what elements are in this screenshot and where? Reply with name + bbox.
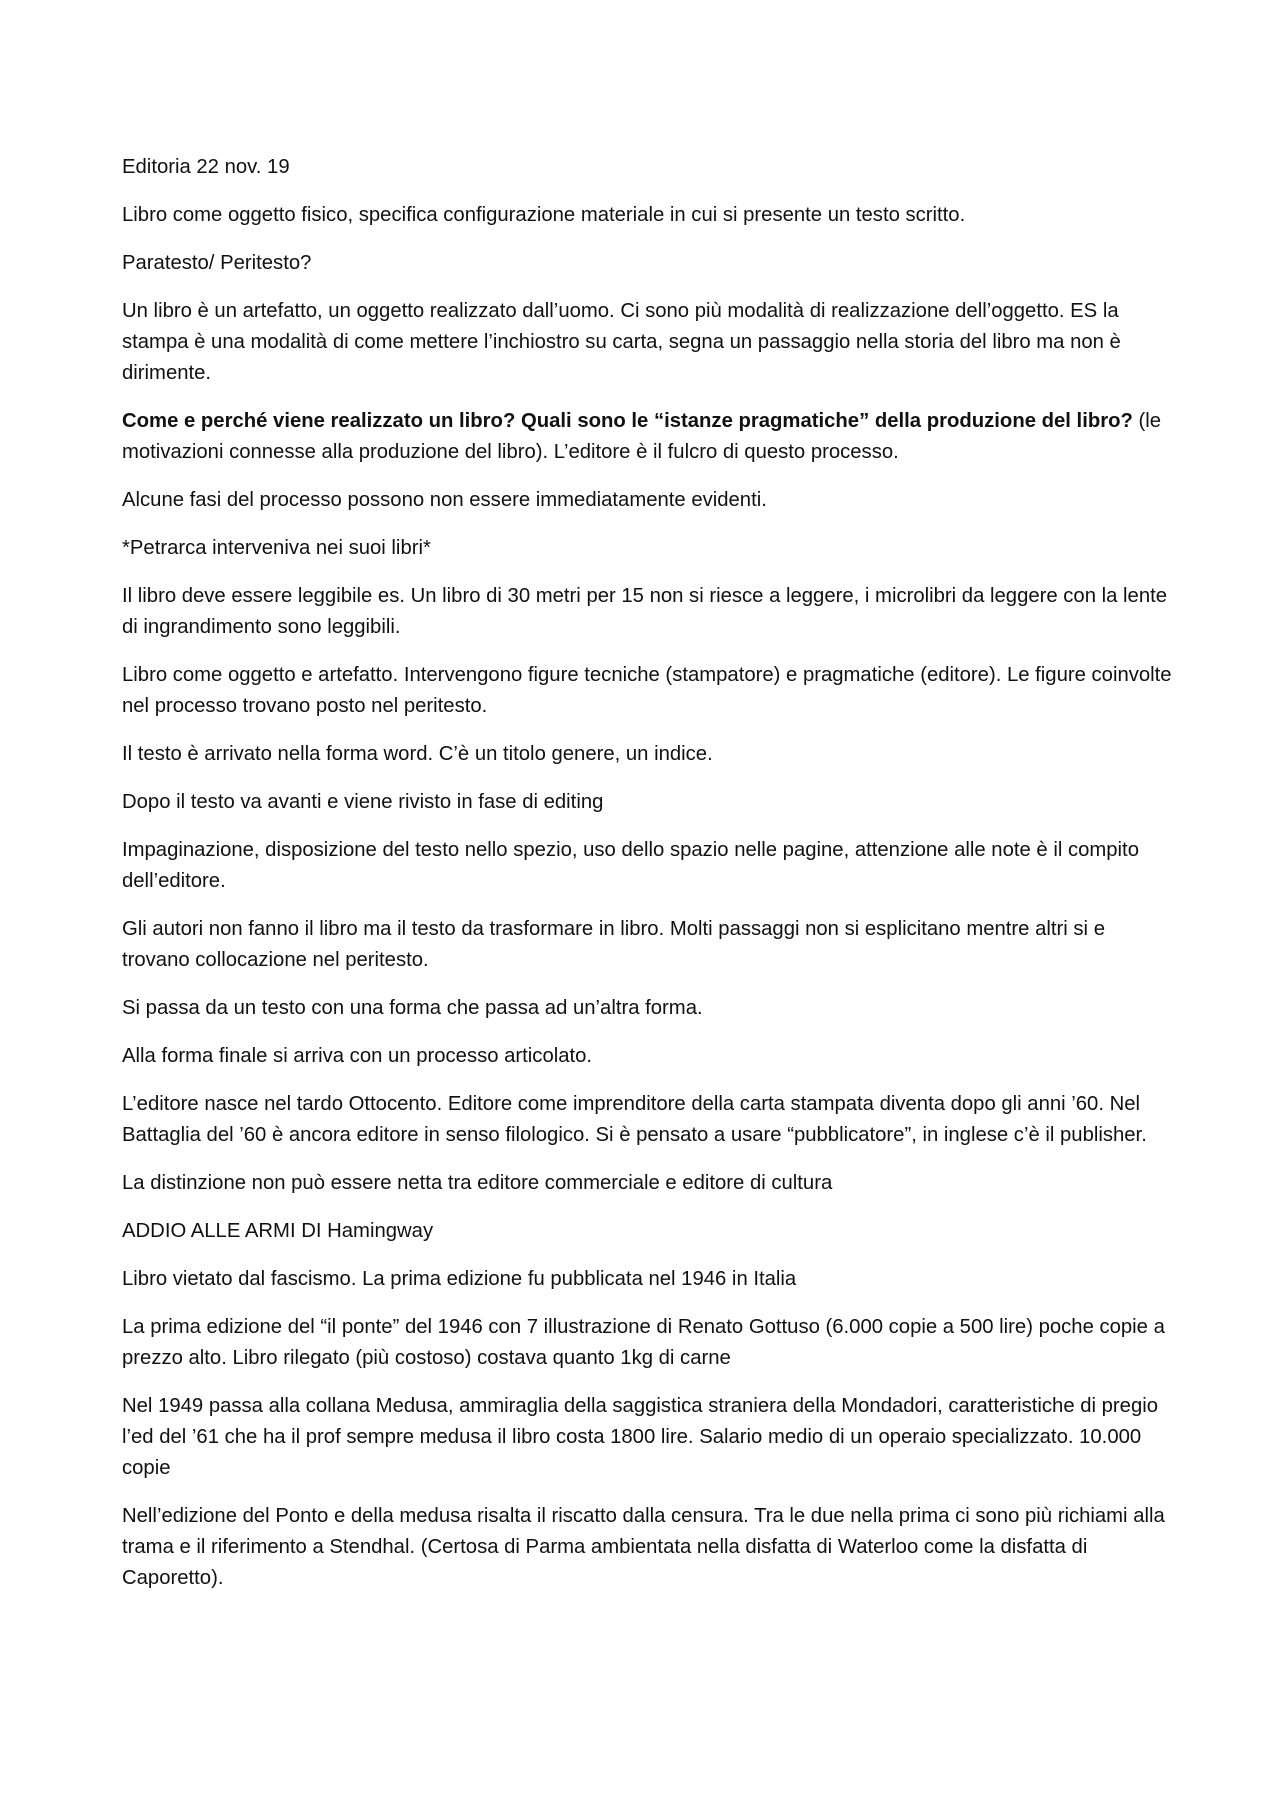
paragraph-paratesto: Paratesto/ Peritesto? [122, 252, 312, 274]
paragraph-autori: Gli autori non fanno il libro ma il testo da trasformare in libro. Molti passaggi non si esplicitano mentre altri si e trovano collocazione nel peritesto. [122, 918, 1105, 971]
paragraph-riscatto-censura: Nell’edizione del Ponto e della medusa risalta il riscatto dalla censura. Tra le due nella prima ci sono più richiami alla trama e il riferimento a Stendhal. (Certosa di Parma ambientata nella disfatta di Waterloo come la disfatta di Caporetto). [122, 1505, 1165, 1589]
note-date-heading: Editoria 22 nov. 19 [122, 156, 290, 178]
paragraph-distinzione: La distinzione non può essere netta tra editore commerciale e editore di cultura [122, 1172, 833, 1194]
paragraph-addio-alle-armi: ADDIO ALLE ARMI DI Hamingway [122, 1220, 434, 1242]
paragraph-artefatto: Un libro è un artefatto, un oggetto realizzato dall’uomo. Ci sono più modalità di realizzazione dell’oggetto. ES la stampa è una modalità di come mettere l’inchiostro su carta, segna un passaggio nella storia del libro ma non è dirimente. [122, 300, 1121, 384]
paragraph-forma: Si passa da un testo con una forma che passa ad un’altra forma. [122, 997, 703, 1019]
document-page [122, 152, 1172, 1611]
paragraph-forma-word: Il testo è arrivato nella forma word. C’è un titolo genere, un indice. [122, 743, 713, 765]
paragraph-editing: Dopo il testo va avanti e viene rivisto in fase di editing [122, 791, 604, 813]
paragraph-medusa: Nel 1949 passa alla collana Medusa, ammiraglia della saggistica straniera della Mondadori, caratteristiche di pregio l’ed del ’61 che ha il prof sempre medusa il libro costa 1800 lire. Salario medio di un operaio specializzato. 10.000 copie [122, 1395, 1159, 1479]
question-explanation: (le motivazioni connesse alla produzione del libro). L’editore è il fulcro di questo processo. [122, 410, 1162, 463]
bold-question: Come e perché viene realizzato un libro? Quali sono le “istanze pragmatiche” della produzione del libro? [122, 410, 1133, 432]
paragraph-petrarca: *Petrarca interveniva nei suoi libri* [122, 537, 431, 559]
paragraph-figure-tecniche: Libro come oggetto e artefatto. Intervengono figure tecniche (stampatore) e pragmatiche (editore). Le figure coinvolte nel processo trovano posto nel peritesto. [122, 664, 1172, 717]
paragraph-impaginazione: Impaginazione, disposizione del testo nello spezio, uso dello spazio nelle pagine, attenzione alle note è il compito dell’editore. [122, 839, 1139, 892]
paragraph-libro-oggetto-fisico: Libro come oggetto fisico, specifica configurazione materiale in cui si presente un testo scritto. [122, 204, 966, 226]
paragraph-fasi-processo: Alcune fasi del processo possono non essere immediatamente evidenti. [122, 489, 767, 511]
paragraph-forma-finale: Alla forma finale si arriva con un processo articolato. [122, 1045, 593, 1067]
paragraph-libro-vietato: Libro vietato dal fascismo. La prima edizione fu pubblicata nel 1946 in Italia [122, 1268, 797, 1290]
paragraph-editore-ottocento: L’editore nasce nel tardo Ottocento. Editore come imprenditore della carta stampata diventa dopo gli anni ’60. Nel Battaglia del ’60 è ancora editore in senso filologico. Si è pensato a usare “pubblicatore”, in inglese c’è il publisher. [122, 1093, 1147, 1146]
paragraph-leggibile: Il libro deve essere leggibile es. Un libro di 30 metri per 15 non si riesce a leggere, i microlibri da leggere con la lente di ingrandimento sono leggibili. [122, 585, 1168, 638]
paragraph-question-block [122, 406, 1172, 468]
paragraph-prima-edizione: La prima edizione del “il ponte” del 1946 con 7 illustrazione di Renato Gottuso (6.000 copie a 500 lire) poche copie a prezzo alto. Libro rilegato (più costoso) costava quanto 1kg di carne [122, 1316, 1165, 1369]
